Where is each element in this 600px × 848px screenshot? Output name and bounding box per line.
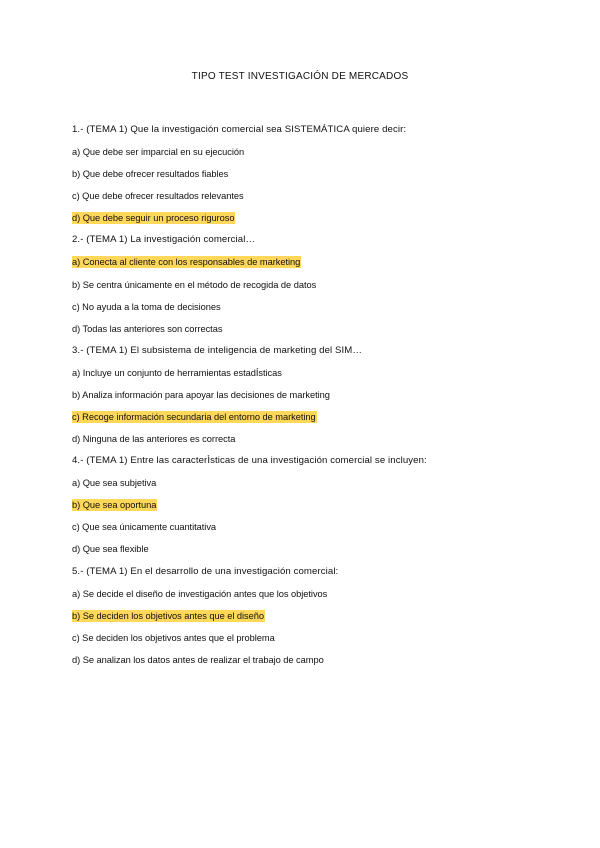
option-text: b) Analiza información para apoyar las decisiones de marketing [72, 389, 330, 400]
question-3 [72, 345, 572, 367]
option-text: c) Se deciden los objetivos antes que el problema [72, 632, 275, 643]
option-5a [72, 588, 572, 610]
question-1 [72, 124, 572, 146]
option-4b-correct [72, 499, 572, 521]
option-text: a) Se decide el diseño de investigación antes que los objetivos [72, 588, 328, 599]
question-2 [72, 234, 572, 256]
option-2d [72, 323, 572, 345]
option-text: c) Que debe ofrecer resultados relevantes [72, 191, 244, 202]
option-4a [72, 477, 572, 499]
option-text: c) No ayuda a la toma de decisiones [72, 301, 221, 312]
option-5d [72, 654, 572, 676]
question-5 [72, 566, 572, 588]
page-title: TIPO TEST INVESTIGACIÓN DE MERCADOS [191, 71, 409, 82]
highlighted-answer: d) Que debe seguir un proceso riguroso [72, 213, 235, 224]
option-3b [72, 389, 572, 411]
option-text: d) Se analizan los datos antes de realizar el trabajo de campo [72, 654, 324, 665]
option-1a [72, 146, 572, 168]
option-text: a) Incluye un conjunto de herramientas estadÍsticas [72, 367, 282, 378]
option-2a-correct [72, 256, 572, 278]
option-3c-correct [72, 411, 572, 433]
option-text: d) Todas las anteriores son correctas [72, 323, 223, 334]
option-4c [72, 521, 572, 543]
highlighted-answer: b) Se deciden los objetivos antes que el diseño [72, 610, 264, 621]
option-1b [72, 168, 572, 190]
question-text: 1.- (TEMA 1) Que la investigación comercial sea SISTEMÁTICA quiere decir: [72, 124, 407, 135]
option-3d [72, 433, 572, 455]
option-text: a) Que sea subjetiva [72, 478, 157, 489]
question-text: 2.- (TEMA 1) La investigación comercial… [72, 234, 256, 246]
question-text: 4.- (TEMA 1) Entre las caracterÌsticas de una investigación comercial se incluyen: [72, 455, 427, 467]
option-4d [72, 543, 572, 565]
highlighted-answer: a) Conecta al cliente con los responsables de marketing [72, 257, 301, 268]
question-list [72, 124, 572, 676]
option-2c [72, 301, 572, 323]
option-text: b) Se centra únicamente en el método de recogida de datos [72, 279, 317, 290]
option-text: b) Que debe ofrecer resultados fiables [72, 169, 229, 180]
option-5c [72, 632, 572, 654]
highlighted-answer: b) Que sea oportuna [72, 500, 157, 511]
option-text: d) Que sea flexible [72, 544, 149, 555]
question-4 [72, 455, 572, 477]
highlighted-answer: c) Recoge información secundaria del entorno de marketing [72, 412, 316, 423]
option-5b-correct [72, 610, 572, 632]
option-2b [72, 279, 572, 301]
option-1d-correct [72, 212, 572, 234]
option-text: c) Que sea únicamente cuantitativa [72, 522, 217, 533]
question-text: 3.- (TEMA 1) El subsistema de inteligencia de marketing del SIM… [72, 344, 363, 356]
option-1c [72, 190, 572, 212]
option-text: a) Que debe ser imparcial en su ejecución [72, 147, 245, 158]
question-text: 5.- (TEMA 1) En el desarrollo de una investigación comercial: [72, 565, 339, 577]
option-text: d) Ninguna de las anteriores es correcta [72, 434, 236, 445]
option-3a [72, 367, 572, 389]
